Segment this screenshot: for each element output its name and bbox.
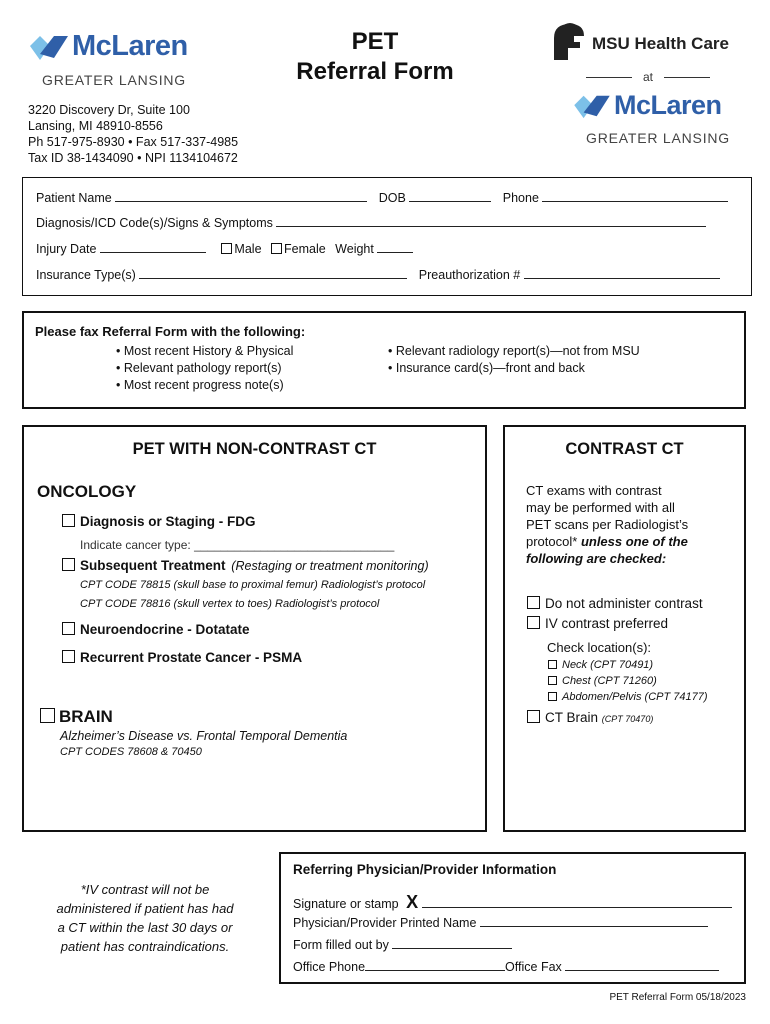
note-line: a CT within the last 30 days or [57, 920, 233, 935]
fax-heading: Please fax Referral Form with the following: [35, 324, 306, 339]
subsequent-label: Subsequent Treatment [80, 558, 226, 573]
signature-label: Signature or stamp [293, 897, 399, 911]
iv-contrast-note [40, 880, 250, 956]
fax-right-list [388, 343, 640, 377]
cpt-78816: CPT CODE 78816 (skull vertex to toes) Radiologist’s protocol [80, 598, 380, 610]
prostate-option [62, 650, 302, 665]
office-phone-field[interactable] [365, 958, 505, 971]
male-label: Male [234, 242, 262, 256]
neck-checkbox[interactable] [548, 660, 557, 669]
check-location-label: Check location(s): [547, 640, 652, 655]
note-line: patient has contraindications. [60, 939, 230, 954]
fdg-label: Diagnosis or Staging - FDG [80, 514, 256, 529]
iv-pref-checkbox[interactable] [527, 616, 540, 629]
female-checkbox[interactable] [271, 243, 282, 254]
note-line: administered if patient has had [56, 901, 234, 916]
brain-checkbox[interactable] [40, 708, 55, 723]
subsequent-note: (Restaging or treatment monitoring) [231, 559, 429, 573]
neuro-label: Neuroendocrine - Dotatate [80, 622, 250, 637]
dob-field[interactable] [409, 189, 491, 202]
note-line: *IV contrast will not be [80, 882, 210, 897]
pet-heading: PET WITH NON-CONTRAST CT [132, 440, 377, 458]
prostate-label: Recurrent Prostate Cancer - PSMA [80, 650, 303, 665]
phone-label: Phone [502, 191, 539, 205]
oncology-heading: ONCOLOGY [37, 482, 137, 501]
patient-row-3 [36, 240, 413, 256]
mclaren-logo-right [572, 90, 752, 150]
subsequent-checkbox[interactable] [62, 558, 75, 571]
patient-name-field[interactable] [115, 189, 367, 202]
filled-by-label: Form filled out by [293, 938, 389, 952]
patient-row-2 [36, 214, 706, 230]
contrast-text-line: PET scans per Radiologist’s [526, 517, 689, 532]
mclaren-swoosh-icon [572, 92, 612, 120]
brain-note: Alzheimer’s Disease vs. Frontal Temporal Dementia [60, 729, 348, 743]
cancer-type[interactable]: Indicate cancer type: ______________________________ [80, 538, 395, 552]
neuro-option [62, 622, 250, 637]
preauth-field[interactable] [524, 266, 720, 279]
fax-left-list [116, 343, 293, 394]
weight-field[interactable] [377, 240, 413, 253]
contrast-text-line: CT exams with contrast [526, 483, 662, 498]
footer: PET Referral Form 05/18/2023 [609, 992, 746, 1003]
contrast-text [526, 482, 688, 567]
male-checkbox[interactable] [221, 243, 232, 254]
brain-cpt: CPT CODES 78608 & 70450 [60, 746, 202, 758]
preauth-label: Preauthorization # [418, 268, 521, 282]
phone-field[interactable] [542, 189, 728, 202]
location-list [548, 657, 708, 705]
chest-label: Chest (CPT 71260) [562, 675, 657, 687]
ct-brain-checkbox[interactable] [527, 710, 540, 723]
provider-heading: Referring Physician/Provider Information [293, 862, 557, 877]
address-line: 3220 Discovery Dr, Suite 100 [28, 103, 190, 117]
office-fax-field[interactable] [565, 958, 719, 971]
filled-by-row [293, 936, 512, 952]
iv-pref-option [527, 616, 668, 631]
signature-row [293, 892, 732, 913]
ct-brain-option [527, 710, 653, 725]
mclaren-sub: GREATER LANSING [586, 130, 730, 146]
patient-row-1 [36, 189, 728, 205]
fax-item: • Relevant pathology report(s) [116, 361, 282, 375]
prostate-checkbox[interactable] [62, 650, 75, 663]
contrast-unless-1: unless one of the [580, 534, 688, 549]
fdg-option [62, 514, 256, 529]
diagnosis-label: Diagnosis/ICD Code(s)/Signs & Symptoms [36, 216, 273, 230]
contrast-protocol: protocol* [526, 534, 578, 549]
fax-item: • Most recent progress note(s) [116, 378, 284, 392]
filled-by-field[interactable] [392, 936, 512, 949]
at-divider [580, 70, 716, 84]
address-line: Tax ID 38-1434090 • NPI 1134104672 [28, 151, 238, 165]
printed-name-label: Physician/Provider Printed Name [293, 916, 477, 930]
no-contrast-label: Do not administer contrast [545, 596, 703, 611]
injury-date-label: Injury Date [36, 242, 97, 256]
patient-row-4 [36, 266, 720, 282]
neck-option [548, 657, 708, 673]
chest-option [548, 673, 708, 689]
title [262, 28, 488, 86]
office-fax-label: Office Fax [505, 960, 562, 974]
neck-label: Neck (CPT 70491) [562, 659, 654, 671]
female-label: Female [284, 242, 326, 256]
at-text: at [642, 70, 653, 84]
mclaren-logo-left [28, 30, 208, 90]
chest-checkbox[interactable] [548, 676, 557, 685]
office-phone-label: Office Phone [293, 960, 366, 974]
diagnosis-field[interactable] [276, 214, 706, 227]
mclaren-swoosh-icon [28, 32, 70, 62]
fax-item: • Most recent History & Physical [116, 344, 294, 358]
abd-checkbox[interactable] [548, 692, 557, 701]
contrast-text-line: may be performed with all [526, 500, 675, 515]
signature-mark: X [406, 892, 419, 912]
brain-label: BRAIN [59, 707, 113, 726]
insurance-field[interactable] [139, 266, 407, 279]
contrast-heading: CONTRAST CT [565, 440, 684, 458]
brain-option [40, 707, 113, 727]
address-line: Ph 517-975-8930 • Fax 517-337-4985 [28, 135, 239, 149]
patient-name-label: Patient Name [36, 191, 112, 205]
printed-name-field[interactable] [480, 914, 708, 927]
iv-pref-label: IV contrast preferred [545, 616, 669, 631]
ct-brain-label: CT Brain [545, 710, 599, 725]
fdg-checkbox[interactable] [62, 514, 75, 527]
ct-brain-cpt: (CPT 70470) [601, 714, 654, 724]
neuro-checkbox[interactable] [62, 622, 75, 635]
mclaren-brand: McLaren [614, 90, 722, 120]
title-line1: PET [351, 28, 399, 55]
fax-item: • Insurance card(s)—front and back [388, 361, 585, 375]
address-block [28, 102, 238, 166]
dob-label: DOB [378, 191, 406, 205]
msu-health-care: MSU Health Care [592, 34, 729, 53]
mclaren-brand: McLaren [72, 30, 188, 62]
weight-label: Weight [335, 242, 374, 256]
no-contrast-checkbox[interactable] [527, 596, 540, 609]
fax-item: • Relevant radiology report(s)—not from MSU [388, 344, 640, 358]
title-line2: Referral Form [296, 58, 454, 85]
abd-option [548, 689, 708, 705]
insurance-label: Insurance Type(s) [36, 268, 136, 282]
cpt-78815: CPT CODE 78815 (skull base to proximal femur) Radiologist’s protocol [80, 579, 426, 591]
abd-label: Abdomen/Pelvis (CPT 74177) [562, 691, 708, 703]
mclaren-sub: GREATER LANSING [42, 72, 186, 88]
spartan-helmet-icon [550, 20, 588, 62]
no-contrast-option [527, 596, 703, 611]
address-line: Lansing, MI 48910-8556 [28, 119, 163, 133]
office-row [293, 958, 719, 974]
contrast-unless-2: following are checked: [526, 551, 667, 566]
signature-field[interactable] [422, 895, 732, 908]
injury-date-field[interactable] [100, 240, 206, 253]
printed-name-row [293, 914, 708, 930]
subsequent-option [62, 558, 429, 573]
